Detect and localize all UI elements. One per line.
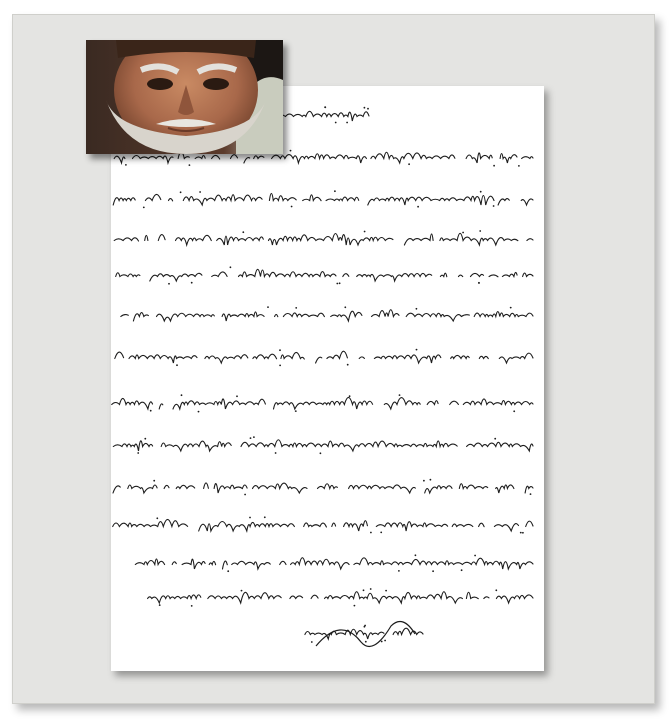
letter-body-line-dot [336,283,338,285]
letter-body-line-dot [461,569,463,571]
letter-signature-line-dot [381,641,383,643]
letter-body-line-dot [191,282,193,284]
letter-body-line-dot [522,532,524,534]
letter-body-line [113,516,533,533]
letter-body-line-dot [430,479,432,481]
letter-body-line [111,306,533,321]
letter-body-line-dot [518,165,520,167]
letter-body-line-dot [495,589,497,591]
letter-body-line [113,436,533,454]
letter-heading-line-dot [367,108,369,110]
letter-signature-line-dot [365,641,367,643]
letter-body-line-dot [462,232,464,234]
letter-body-line-stroke [148,592,533,603]
letter-body-line-dot [480,191,482,193]
letter-heading-line-dot [346,122,348,124]
letter-body-line [115,349,533,367]
letter-body-line-dot [250,437,252,439]
letter-body-line [111,230,533,245]
letter-body-line-dot [474,555,476,557]
letter-body-line-dot [227,570,229,572]
letter-body-line-dot [176,364,178,366]
letter-signature-line-stroke [295,628,423,639]
letter-body-line-dot [478,282,480,284]
letter-body-line-dot [494,438,496,440]
letter-body-line-dot [513,410,515,412]
letter-body-line-dot [520,532,522,534]
letter-body-line-stroke [113,483,533,493]
letter-body-line-dot [417,206,419,208]
letter-body-line-dot [180,191,182,193]
letter-body-line-dot [432,570,434,572]
letter-body-line-dot [144,438,146,440]
letter-body-line-dot [479,230,481,232]
letter-body-line-dot [363,589,365,591]
letter-body-line-dot [125,164,127,166]
letter-body-line-dot [370,532,372,534]
letter-body-line-dot [143,207,145,209]
letter-body-line-dot [510,307,512,309]
letter-signature-line-dot [311,641,313,643]
letter-body-line-dot [380,532,382,534]
letter-body-line [113,190,533,208]
letter-body-line-dot [398,570,400,572]
letter-body-line-dot [241,590,243,592]
letter-body-line-dot [493,205,495,207]
letter-body-line [112,394,533,412]
letter-body-line-dot [334,190,336,192]
letter-body-line-dot [347,364,349,366]
letter-heading-line-dot [324,106,326,108]
letter-body-line-dot [416,349,418,351]
handwritten-letter [111,86,544,671]
letter-body-line [148,588,533,607]
letter-body-line-dot [236,395,238,397]
portrait-photo-icon [86,40,283,154]
letter-body-line-dot [191,605,193,607]
letter-body-line-dot [230,266,232,268]
letter-body-line-dot [242,231,244,233]
letter-body-line-stroke [115,351,533,363]
letter-body-line-dot [349,395,351,397]
letter-body-line-stroke [111,310,533,321]
letter-body-line-dot [399,394,401,396]
letter-body-line [113,479,533,496]
letter-body-line-dot [159,604,161,606]
letter-body-line-dot [339,282,341,284]
letter-body-line-dot [408,163,410,165]
letter-body-line-dot [150,410,152,412]
letter-body-line-dot [168,283,170,285]
letter-body-line-stroke [113,193,533,205]
letter-body-line-dot [493,165,495,167]
letter-signature-line-dot [384,640,386,642]
letter-body-line-stroke [112,397,533,409]
letter-body-line-dot [344,306,346,308]
letter-body-line-dot [137,452,139,454]
letter-body-line [116,266,533,284]
letter-body-line-dot [385,590,387,592]
letter-body-line-dot [354,605,356,607]
letter-body-line-dot [253,436,255,438]
letter-body-line-dot [189,164,191,166]
letter-body-line-dot [267,306,269,308]
letter-body-line-stroke [116,269,533,281]
letter-body-line-dot [295,410,297,412]
portrait-illustration [86,40,283,154]
letter-body-line-dot [290,150,292,152]
letter-body-line-dot [295,307,297,309]
letter-body-line-dot [153,480,155,482]
letter-body-line-dot [244,494,246,496]
letter-body-line-dot [530,493,532,495]
letter-heading-line-dot [364,107,366,109]
letter-body-line-dot [291,206,293,208]
letter-body-line-dot [364,231,366,233]
letter-body-line-dot [370,588,372,590]
letter-body-line-dot [320,452,322,454]
letter-body-line-dot [198,411,200,413]
letter-body-line-stroke [113,440,533,451]
letter-body-line-dot [181,394,183,396]
letter-body-line-dot [199,191,201,193]
letter-body-line-dot [279,365,281,367]
letter-body-line-dot [279,349,281,351]
letter-body-line-stroke [135,558,533,569]
letter-body-line [135,554,533,572]
letter-body-line-dot [156,517,158,519]
letter-heading-line-dot [335,122,337,124]
letter-body-line-dot [423,480,425,482]
letter-body-line-dot [275,452,277,454]
handwriting-lines [111,86,544,671]
letter-body-line-dot [416,308,418,310]
letter-body-line-dot [264,516,266,518]
letter-signature-line-dot [364,626,366,628]
letter-body-line-stroke [111,233,533,245]
letter-body-line-dot [249,517,251,519]
letter-body-line-dot [415,554,417,556]
letter-body-line-stroke [113,519,533,531]
